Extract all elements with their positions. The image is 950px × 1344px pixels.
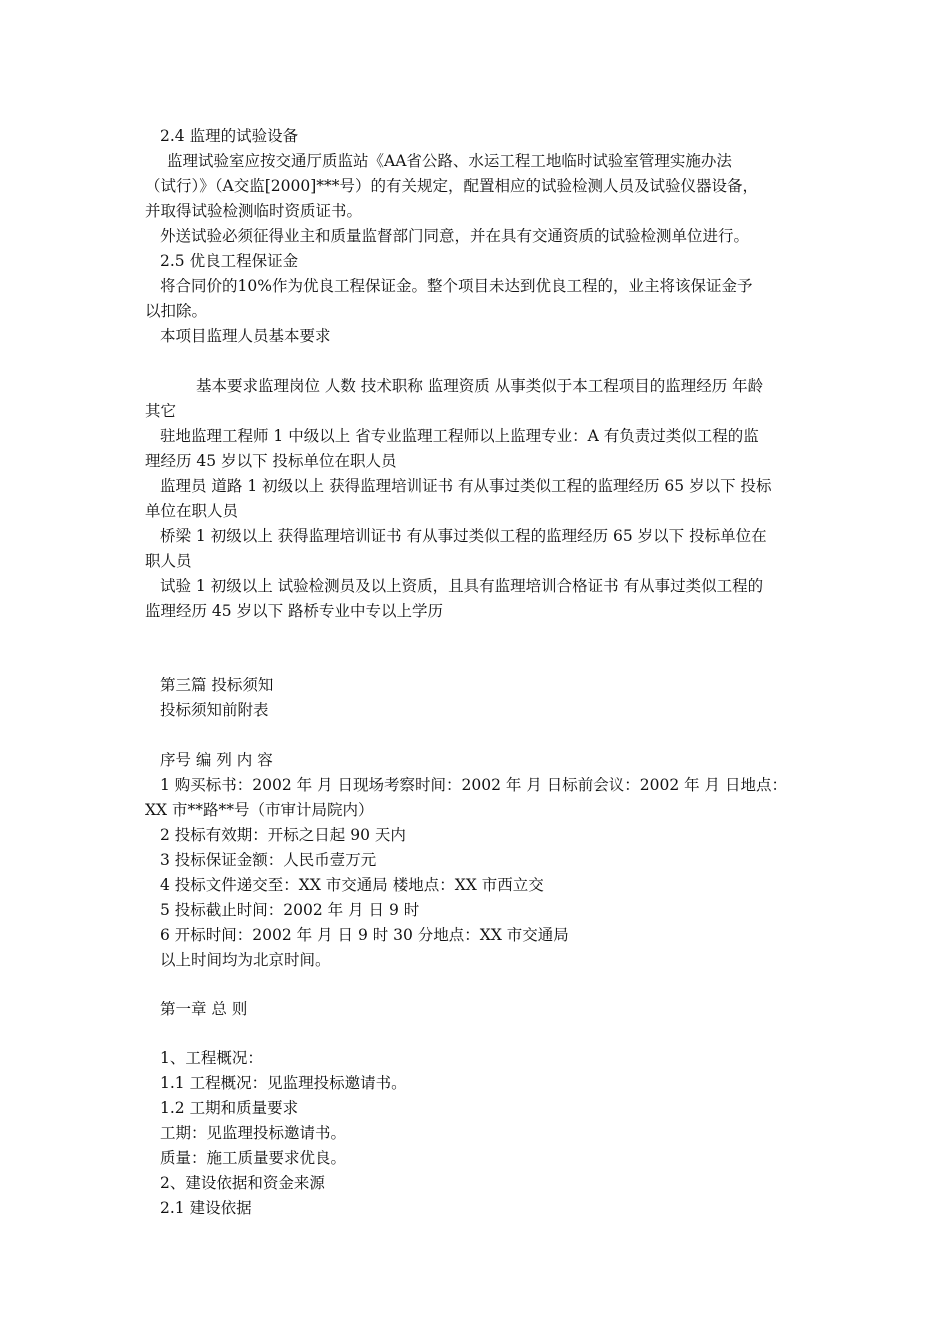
text-line: 将合同价的10%作为优良工程保证金。整个项目未达到优良工程的，业主将该保证金予 [160,277,753,295]
section-heading: 第三篇 投标须知 [160,676,274,694]
text-line: 并取得试验检测临时资质证书。 [145,202,363,220]
text-line: 1.2 工期和质量要求 [160,1099,299,1117]
text-line: XX 市**路**号（市审计局院内） [145,801,374,819]
text-line: 1.1 工程概况：见监理投标邀请书。 [160,1074,407,1092]
text-line: 本项目监理人员基本要求 [160,327,331,345]
text-line: 职人员 [145,552,192,570]
text-line: 工期：见监理投标邀请书。 [160,1124,347,1142]
text-line: 试验 1 初级以上 试验检测员及以上资质，且具有监理培训合格证书 有从事过类似工程的 [160,577,764,595]
text-line: 监理试验室应按交通厅质监站《AA省公路、水运工程工地临时试验室管理实施办法 [167,152,732,170]
text-line: 5 投标截止时间：2002 年 月 日 9 时 [160,901,420,919]
text-line: 监理员 道路 1 初级以上 获得监理培训证书 有从事过类似工程的监理经历 65 岁以下 投标 [160,477,772,495]
text-line: 桥梁 1 初级以上 获得监理培训证书 有从事过类似工程的监理经历 65 岁以下 投标单位在 [160,527,767,545]
text-line: 2.4 监理的试验设备 [160,127,299,145]
text-line: 4 投标文件递交至：XX 市交通局 楼地点：XX 市西立交 [160,876,544,894]
text-line: （试行）》（A交监[2000]***号）的有关规定，配置相应的试验检测人员及试验仪器设备， [145,177,758,195]
text-line: 2、建设依据和资金来源 [160,1174,325,1192]
chapter-heading: 第一章 总 则 [160,1000,248,1018]
table-header: 序号 编 列 内 容 [160,751,273,769]
text-line: 投标须知前附表 [160,701,269,719]
text-line: 以上时间均为北京时间。 [160,951,331,969]
text-line: 外送试验必须征得业主和质量监督部门同意，并在具有交通资质的试验检测单位进行。 [160,227,750,245]
text-line: 单位在职人员 [145,502,239,520]
text-line: 基本要求监理岗位 人数 技术职称 监理资质 从事类似于本工程项目的监理经历 年龄 [196,377,764,395]
text-line: 2 投标有效期：开标之日起 90 天内 [160,826,406,844]
text-line: 3 投标保证金额：人民币壹万元 [160,851,377,869]
text-line: 理经历 45 岁以下 投标单位在职人员 [145,452,397,470]
text-line: 1 购买标书：2002 年 月 日现场考察时间：2002 年 月 日标前会议：2002 年 月 日地点： [160,776,787,794]
text-line: 其它 [145,402,177,420]
text-line: 1、工程概况： [160,1049,263,1067]
text-line: 以扣除。 [145,302,208,320]
text-line: 驻地监理工程师 1 中级以上 省专业监理工程师以上监理专业：A 有负责过类似工程的监 [160,427,759,445]
text-line: 监理经历 45 岁以下 路桥专业中专以上学历 [145,602,444,620]
text-line: 2.1 建设依据 [160,1199,252,1217]
text-line: 2.5 优良工程保证金 [160,252,299,270]
text-line: 6 开标时间：2002 年 月 日 9 时 30 分地点：XX 市交通局 [160,926,569,944]
text-line: 质量：施工质量要求优良。 [160,1149,347,1167]
